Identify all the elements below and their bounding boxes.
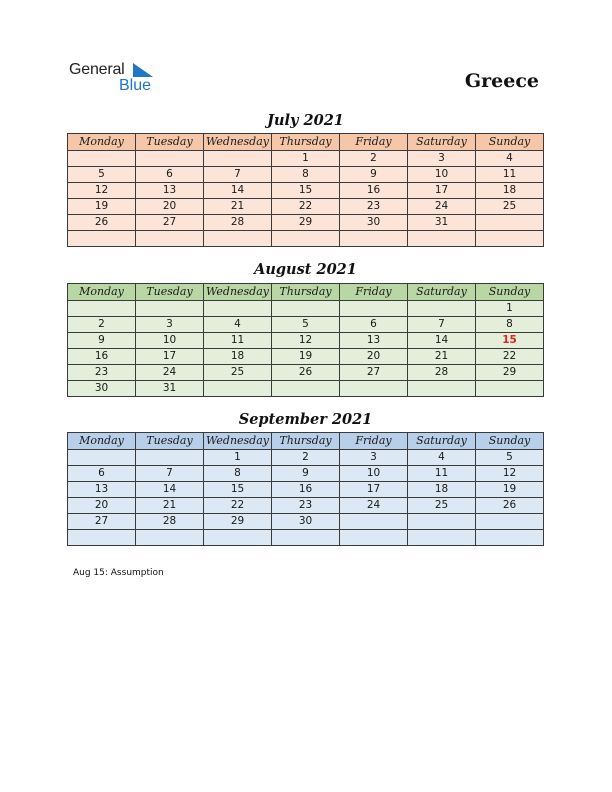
day-cell: 2: [68, 317, 136, 333]
day-cell: 30: [272, 514, 340, 530]
weekday-header: Thursday: [272, 134, 340, 151]
day-cell: 11: [408, 466, 476, 482]
day-cell: [476, 215, 544, 231]
weekday-header: Friday: [340, 284, 408, 301]
day-cell: 25: [204, 365, 272, 381]
calendar-september: [67, 432, 544, 546]
day-cell: 14: [408, 333, 476, 349]
day-cell: [204, 530, 272, 546]
day-cell: 14: [136, 482, 204, 498]
day-cell: 7: [136, 466, 204, 482]
day-cell: 29: [272, 215, 340, 231]
day-cell: 26: [476, 498, 544, 514]
day-cell: 14: [204, 183, 272, 199]
day-cell: 13: [68, 482, 136, 498]
weekday-header: Saturday: [408, 284, 476, 301]
day-cell: 30: [340, 215, 408, 231]
day-cell: 21: [204, 199, 272, 215]
day-cell: 16: [68, 349, 136, 365]
week-row: [68, 365, 544, 381]
holiday-note: Aug 15: Assumption: [73, 568, 164, 578]
week-row: [68, 498, 544, 514]
day-cell: 12: [68, 183, 136, 199]
week-row: [68, 349, 544, 365]
weekday-header: Thursday: [272, 284, 340, 301]
day-cell: [136, 450, 204, 466]
day-cell: 3: [408, 151, 476, 167]
day-cell: 9: [272, 466, 340, 482]
holiday-day-cell: 15: [476, 333, 544, 349]
day-cell: 1: [204, 450, 272, 466]
day-cell: 2: [272, 450, 340, 466]
day-cell: 13: [136, 183, 204, 199]
day-cell: 17: [340, 482, 408, 498]
day-cell: 24: [408, 199, 476, 215]
day-cell: 7: [204, 167, 272, 183]
day-cell: 26: [272, 365, 340, 381]
day-cell: [204, 301, 272, 317]
day-cell: 16: [340, 183, 408, 199]
weekday-header: Tuesday: [136, 134, 204, 151]
day-cell: [476, 514, 544, 530]
day-cell: 24: [340, 498, 408, 514]
day-cell: 29: [476, 365, 544, 381]
day-cell: 24: [136, 365, 204, 381]
day-cell: 29: [204, 514, 272, 530]
day-cell: [408, 530, 476, 546]
week-row: [68, 231, 544, 247]
week-row: [68, 151, 544, 167]
weekday-header: Friday: [340, 134, 408, 151]
day-cell: [476, 231, 544, 247]
day-cell: 9: [68, 333, 136, 349]
day-cell: 1: [272, 151, 340, 167]
day-cell: [340, 231, 408, 247]
day-cell: 27: [340, 365, 408, 381]
day-cell: 19: [476, 482, 544, 498]
day-cell: [204, 231, 272, 247]
day-cell: [136, 301, 204, 317]
weekday-header-row: [68, 134, 544, 151]
day-cell: 11: [204, 333, 272, 349]
day-cell: 17: [408, 183, 476, 199]
day-cell: [136, 151, 204, 167]
day-cell: 18: [408, 482, 476, 498]
day-cell: 20: [68, 498, 136, 514]
weekday-header: Wednesday: [204, 433, 272, 450]
day-cell: [476, 530, 544, 546]
day-cell: 10: [408, 167, 476, 183]
day-cell: 4: [408, 450, 476, 466]
day-cell: [408, 231, 476, 247]
day-cell: 22: [204, 498, 272, 514]
week-row: [68, 215, 544, 231]
logo: [69, 60, 169, 96]
week-row: [68, 530, 544, 546]
day-cell: 26: [68, 215, 136, 231]
day-cell: 28: [408, 365, 476, 381]
weekday-header: Sunday: [476, 284, 544, 301]
day-cell: [136, 231, 204, 247]
day-cell: 15: [204, 482, 272, 498]
day-cell: [340, 381, 408, 397]
weekday-header: Sunday: [476, 433, 544, 450]
day-cell: 30: [68, 381, 136, 397]
day-cell: [272, 231, 340, 247]
week-row: [68, 183, 544, 199]
weekday-header: Friday: [340, 433, 408, 450]
day-cell: 18: [476, 183, 544, 199]
weekday-header: Monday: [68, 134, 136, 151]
day-cell: 6: [340, 317, 408, 333]
day-cell: [340, 514, 408, 530]
day-cell: [204, 151, 272, 167]
day-cell: 15: [272, 183, 340, 199]
day-cell: 11: [476, 167, 544, 183]
logo-flag-icon: [133, 63, 153, 77]
day-cell: [136, 530, 204, 546]
day-cell: 22: [272, 199, 340, 215]
country-name: Greece: [464, 70, 539, 92]
week-row: [68, 333, 544, 349]
weekday-header: Wednesday: [204, 284, 272, 301]
day-cell: 18: [204, 349, 272, 365]
weekday-header: Tuesday: [136, 433, 204, 450]
weekday-header: Saturday: [408, 433, 476, 450]
day-cell: 4: [204, 317, 272, 333]
day-cell: [272, 381, 340, 397]
day-cell: 20: [136, 199, 204, 215]
week-row: [68, 317, 544, 333]
weekday-header: Monday: [68, 433, 136, 450]
day-cell: 6: [68, 466, 136, 482]
day-cell: 31: [136, 381, 204, 397]
day-cell: [272, 301, 340, 317]
day-cell: [408, 301, 476, 317]
day-cell: 8: [476, 317, 544, 333]
day-cell: [272, 530, 340, 546]
day-cell: [68, 301, 136, 317]
day-cell: [68, 151, 136, 167]
day-cell: 22: [476, 349, 544, 365]
day-cell: 10: [340, 466, 408, 482]
day-cell: 28: [136, 514, 204, 530]
weekday-header: Tuesday: [136, 284, 204, 301]
week-row: [68, 514, 544, 530]
day-cell: 12: [476, 466, 544, 482]
day-cell: [408, 381, 476, 397]
week-row: [68, 199, 544, 215]
logo-word-general: General: [69, 61, 125, 78]
day-cell: [340, 301, 408, 317]
weekday-header: Saturday: [408, 134, 476, 151]
day-cell: [476, 381, 544, 397]
weekday-header: Wednesday: [204, 134, 272, 151]
day-cell: 31: [408, 215, 476, 231]
day-cell: 10: [136, 333, 204, 349]
day-cell: 2: [340, 151, 408, 167]
week-row: [68, 301, 544, 317]
day-cell: 27: [68, 514, 136, 530]
day-cell: 8: [272, 167, 340, 183]
day-cell: 6: [136, 167, 204, 183]
day-cell: 17: [136, 349, 204, 365]
weekday-header-row: [68, 284, 544, 301]
week-row: [68, 167, 544, 183]
day-cell: 7: [408, 317, 476, 333]
weekday-header-row: [68, 433, 544, 450]
day-cell: 5: [272, 317, 340, 333]
day-cell: 28: [204, 215, 272, 231]
day-cell: 25: [476, 199, 544, 215]
day-cell: 19: [272, 349, 340, 365]
day-cell: 5: [476, 450, 544, 466]
day-cell: [68, 231, 136, 247]
day-cell: 25: [408, 498, 476, 514]
day-cell: 3: [340, 450, 408, 466]
day-cell: 12: [272, 333, 340, 349]
day-cell: [340, 530, 408, 546]
month-title-september: September 2021: [238, 411, 373, 428]
day-cell: 8: [204, 466, 272, 482]
month-title-july: July 2021: [267, 112, 344, 129]
month-title-august: August 2021: [254, 261, 357, 278]
week-row: [68, 450, 544, 466]
day-cell: 3: [136, 317, 204, 333]
day-cell: 21: [136, 498, 204, 514]
logo-word-blue: Blue: [119, 77, 152, 94]
day-cell: 23: [272, 498, 340, 514]
day-cell: [68, 450, 136, 466]
day-cell: 19: [68, 199, 136, 215]
week-row: [68, 381, 544, 397]
day-cell: [68, 530, 136, 546]
day-cell: 9: [340, 167, 408, 183]
day-cell: 1: [476, 301, 544, 317]
week-row: [68, 482, 544, 498]
weekday-header: Thursday: [272, 433, 340, 450]
weekday-header: Sunday: [476, 134, 544, 151]
day-cell: 23: [68, 365, 136, 381]
calendar-august: [67, 283, 544, 397]
day-cell: 13: [340, 333, 408, 349]
calendar-july: [67, 133, 544, 247]
day-cell: [204, 381, 272, 397]
day-cell: 21: [408, 349, 476, 365]
day-cell: 20: [340, 349, 408, 365]
day-cell: 16: [272, 482, 340, 498]
day-cell: 23: [340, 199, 408, 215]
day-cell: 4: [476, 151, 544, 167]
day-cell: 27: [136, 215, 204, 231]
day-cell: 5: [68, 167, 136, 183]
weekday-header: Monday: [68, 284, 136, 301]
week-row: [68, 466, 544, 482]
day-cell: [408, 514, 476, 530]
